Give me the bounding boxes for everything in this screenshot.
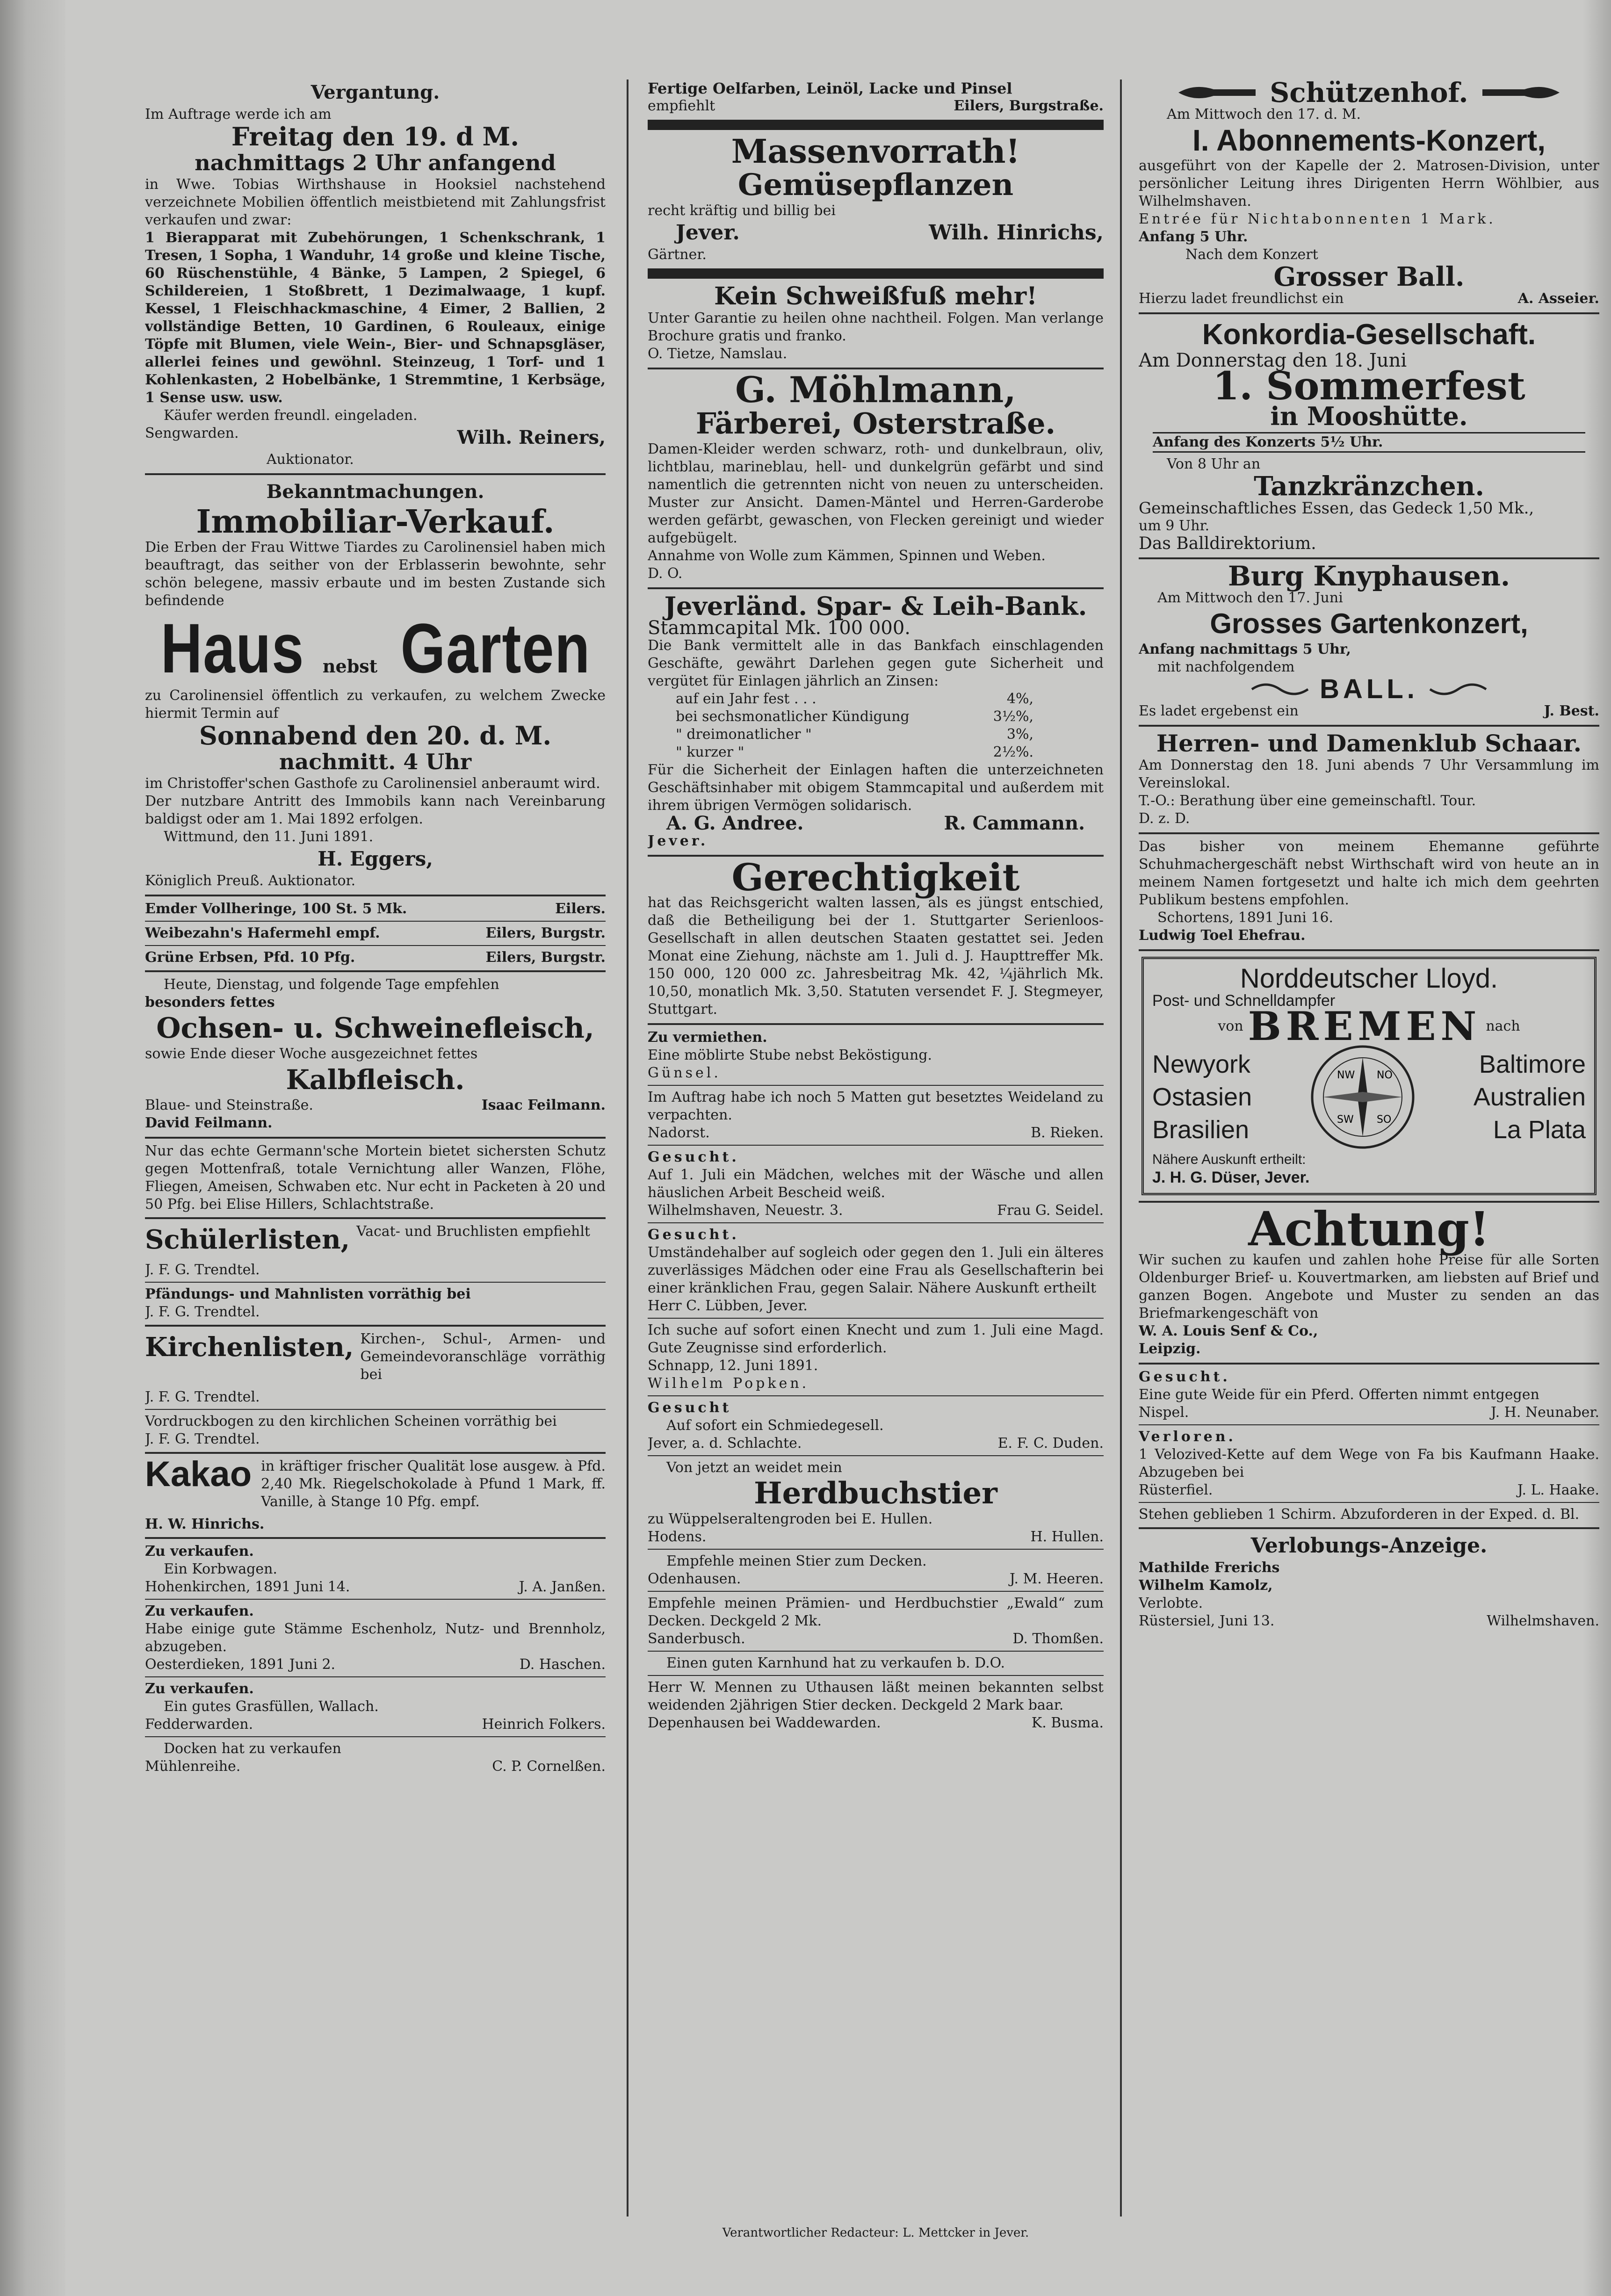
ad-text: Ein gutes Grasfüllen, Wallach.	[164, 1698, 379, 1715]
ad-text: T.-O.: Berathung über eine gemeinschaftl. Tour.	[1139, 793, 1476, 809]
ad-title: Grosser Ball.	[1273, 261, 1465, 292]
ad-signature: J. H. G. Düser, Jever.	[1152, 1169, 1310, 1186]
ad-title: Massenvorrath!	[731, 132, 1020, 171]
ad-kakao	[145, 1454, 606, 1511]
ad-place: Schortens, 1891 Juni 16.	[1157, 910, 1334, 926]
ad-signature: D. Haschen.	[519, 1656, 606, 1673]
ad-date: Am Mittwoch den 17. Juni	[1157, 590, 1343, 606]
ad-text: Für die Sicherheit der Einlagen haften die unterzeichneten Geschäftsinhaber mit obigem Stammcapital und außerdem mit ihrem übrigen Vermögen solidarisch.	[648, 762, 1104, 814]
ad-text: 1 Velozived-Kette auf dem Wege von Fa bis Kaufmann Haake. Abzugeben bei	[1139, 1446, 1599, 1480]
ad-place: Rüsterfiel.	[1139, 1482, 1213, 1498]
ad-signature: O. Tietze, Namslau.	[648, 346, 787, 362]
ad-big-heading: Haus nebst Garten	[160, 609, 591, 687]
ad-heading: Gesucht	[648, 1400, 732, 1416]
svg-text:NO: NO	[1376, 1069, 1393, 1081]
ad-place: Oesterdieken, 1891 Juni 2.	[145, 1656, 336, 1673]
ad-mortein: Nur das echte Germann'sche Mortein bietet sichersten Schutz gegen Mottenfraß, totale Vernichtung aller Wanzen, Flöhe, Fliegen, Ameisen, Schwaben etc. Nur echt in Packeten à 20 und 50 Pfg. bei Elise Hillers, Schlachtstraße.	[145, 1143, 606, 1213]
ad-text: Vacat- und Bruchlisten empfiehlt	[356, 1223, 590, 1240]
ad-text: Stehen geblieben 1 Schirm. Abzuforderen in der Exped. d. Bl.	[1139, 1506, 1580, 1523]
ad-signature: D. O.	[648, 565, 683, 582]
ad-place: Hodens.	[648, 1529, 707, 1545]
ad-text: Vordruckbogen zu den kirchlichen Scheinen vorräthig bei	[145, 1413, 557, 1430]
ad-place: Jever.	[676, 221, 740, 245]
ad-title: Konkordia-Gesellschaft.	[1202, 318, 1536, 351]
ad-signature: Wilh. Hinrichs,	[929, 221, 1104, 245]
ad-place: Wilhelmshaven, Neuestr. 3.	[648, 1202, 843, 1219]
ad-text: Ein Korbwagen.	[164, 1561, 277, 1577]
destination: Brasilien	[1152, 1116, 1250, 1144]
ad-signature: K. Busma.	[1031, 1715, 1104, 1731]
ad-text: um 9 Uhr.	[1139, 518, 1210, 534]
ad-text: Entrée für Nichtabonnenten 1 Mark.	[1139, 211, 1496, 227]
column-rule	[1120, 79, 1122, 2217]
ad-text: Pfändungs- und Mahnlisten vorräthig bei	[145, 1286, 471, 1302]
ad-date: Am Donnerstag den 18. Juni	[1139, 350, 1407, 371]
rate-label: auf ein Jahr fest . . .	[676, 691, 816, 707]
ad-signature: A. Asseier.	[1517, 290, 1599, 307]
ad-text: Von 8 Uhr an	[1167, 456, 1261, 472]
ad-heading: Verlobungs-Anzeige.	[1250, 1534, 1488, 1558]
ad-title: Jeverländ. Spar- & Leih-Bank.	[664, 591, 1087, 621]
ad-heading: Gesucht.	[1139, 1369, 1230, 1385]
svg-text:SW: SW	[1336, 1114, 1354, 1126]
ad-kirchenlisten	[145, 1330, 606, 1384]
ad-signature: W. A. Louis Senf & Co.,	[1139, 1323, 1318, 1339]
ad-heading: Verloren.	[1139, 1429, 1236, 1445]
ad-text: Emder Vollheringe, 100 St. 5 Mk.	[145, 901, 407, 917]
ad-massenvorrath	[648, 132, 1104, 264]
ad-herrenklub	[1139, 730, 1599, 828]
ad-signature: H. Hullen.	[1030, 1529, 1104, 1545]
ad-text: mit nachfolgendem	[1157, 659, 1295, 675]
ad-name: Wilhelm Kamolz,	[1139, 1577, 1273, 1594]
ad-signature: J. Best.	[1544, 703, 1599, 719]
ad-signature: David Feilmann.	[145, 1115, 273, 1131]
ad-text: Nach dem Konzert	[1185, 246, 1318, 263]
rate-value: 3%,	[1006, 726, 1033, 743]
ad-text: Im Auftrag habe ich noch 5 Matten gut besetztes Weideland zu verpachten.	[648, 1089, 1104, 1123]
ad-text: Auf 1. Juli ein Mädchen, welches mit der Wäsche und allen häuslichen Arbeit Bescheid weiß.	[648, 1167, 1104, 1201]
ad-oelfarben	[648, 79, 1104, 115]
svg-text:NW: NW	[1336, 1069, 1355, 1081]
ad-text: Empfehle meinen Prämien- und Herdbuchstier „Ewald“ zum Decken. Deckgeld 2 Mk.	[648, 1595, 1104, 1629]
hand-pointer-icon	[1176, 81, 1260, 104]
ad-bank	[648, 593, 1104, 850]
ad-place: Rüstersiel, Juni 13.	[1139, 1613, 1275, 1629]
ad-place: Jever, a. d. Schlachte.	[648, 1435, 802, 1451]
ad-title: Grosses Gartenkonzert,	[1210, 608, 1528, 639]
ad-text: im Christoffer'schen Gasthofe zu Carolinensiel anberaumt wird.	[145, 775, 600, 792]
ad-title: I. Abonnements-Konzert,	[1192, 123, 1546, 157]
ad-text: Post- und Schnelldampfer	[1152, 992, 1336, 1010]
ad-text: Annahme von Wolle zum Kämmen, Spinnen und Weben.	[648, 548, 1046, 564]
ad-title: Herdbuchstier	[754, 1476, 997, 1511]
ad-signature: Günsel.	[648, 1065, 721, 1081]
ad-title: Kein Schweißfuß mehr!	[714, 282, 1037, 310]
ad-signature: Das Balldirektorium.	[1139, 534, 1316, 553]
ad-text: Hierzu ladet freundlichst ein	[1139, 290, 1344, 307]
ad-signature: Heinrich Folkers.	[482, 1716, 606, 1733]
ornament-icon	[1428, 680, 1488, 699]
ad-title: Tanzkränzchen.	[1254, 471, 1484, 502]
ad-items: 1 Bierapparat mit Zubehörungen, 1 Schenkschrank, 1 Tresen, 1 Sopha, 1 Wanduhr, 14 große und kleine Tische, 60 Rüschenstühle, 4 Bänke, 5 Lampen, 2 Spiegel, 6 Schildereien, 1 Stoßbrett, 1 Dezimalwaage, 1 kupf. Kessel, 1 Fleischhackmaschine, 4 Eimer, 2 Ballien, 2 vollständige Betten, 10 Gardinen, 6 Rouleaux, einige Töpfe mit Blumen, viele Wein-, Bier- und Schnapsgläser, allerlei feines und gewöhnl. Steinzeug, 1 Torf- und 1 Kohlenkasten, 2 Hobelbänke, 1 Stremmtine, 1 Kerbsäge, 1 Sense usw. usw.	[145, 230, 606, 406]
ad-heading: Zu verkaufen.	[145, 1603, 254, 1619]
rate-label: " kurzer "	[676, 744, 744, 760]
ad-achtung	[1139, 1201, 1599, 1358]
ad-text: Weibezahn's Hafermehl empf.	[145, 925, 380, 941]
ad-schweissfuss	[648, 283, 1104, 363]
destination: La Plata	[1493, 1116, 1586, 1144]
ad-text: Die Erben der Frau Wittwe Tiardes zu Carolinensiel haben mich beauftragt, das seither von der Erblasserin bewohnte, sehr schön belegene, massiv erbaute und im besten Zustande sich befindende	[145, 539, 606, 609]
ad-title: Burg Knyphausen.	[1228, 560, 1510, 592]
ad-signature: C. P. Cornelßen.	[492, 1758, 606, 1775]
ad-signature: Ludwig Toel Ehefrau.	[1139, 927, 1306, 944]
ad-text: in Wwe. Tobias Wirthshause in Hooksiel nachstehend verzeichnete Mobilien öffentlich meistbietend mit Zahlungsfrist verkaufen und zwar:	[145, 176, 606, 228]
ad-text: Einen guten Karnhund hat zu verkaufen b. D.O.	[666, 1655, 1005, 1671]
column-right	[1139, 79, 1599, 2217]
ad-signature: H. Eggers,	[318, 847, 433, 870]
ad-text: Habe einige gute Stämme Eschenholz, Nutz- und Brennholz, abzugeben.	[145, 1621, 606, 1655]
ad-signature: J. F. G. Trendtel.	[145, 1389, 260, 1405]
ad-text: besonders fettes	[145, 994, 275, 1011]
ad-text: Die Bank vermittelt alle in das Bankfach einschlagenden Geschäfte, gewährt Darlehen gegen gute Sicherheit und vergütet für Einlagen jährlich an Zinsen:	[648, 637, 1104, 689]
ad-signature: J. M. Heeren.	[1009, 1571, 1104, 1587]
ad-signature: Wilhelm Popken.	[648, 1375, 809, 1392]
ad-text: zu Wüppelseraltengroden bei E. Hullen.	[648, 1511, 933, 1527]
ad-title: Schülerlisten,	[145, 1224, 350, 1255]
ad-title: Schützenhof.	[1270, 79, 1468, 108]
ad-signature: D. z. D.	[1139, 810, 1190, 827]
rate-value: 2½%.	[993, 744, 1033, 760]
ad-text: Ich suche auf sofort einen Knecht und zum 1. Juli eine Magd. Gute Zeugnisse sind erforderlich.	[648, 1322, 1104, 1356]
ad-konkordia	[1139, 318, 1599, 553]
ad-text: Kirchen-, Schul-, Armen- und Gemeindevoranschläge vorräthig bei	[360, 1331, 606, 1383]
rate-label: bei sechsmonatlicher Kündigung	[676, 708, 910, 725]
ad-place: Wittmund, den 11. Juni 1891.	[164, 829, 374, 845]
ad-text: sowie Ende dieser Woche ausgezeichnet fettes	[145, 1046, 478, 1062]
ad-text: Fertige Oelfarben, Leinöl, Lacke und Pinsel	[648, 79, 1012, 97]
ad-text: Der nutzbare Antritt des Immobils kann nach Vereinbarung baldigst oder am 1. Mai 1892 erfolgen.	[145, 793, 606, 827]
ad-signature: J. F. G. Trendtel.	[145, 1262, 260, 1278]
column-left	[145, 79, 606, 2217]
ad-signature: J. A. Janßen.	[519, 1579, 606, 1595]
hand-pointer-icon	[1478, 81, 1562, 104]
ad-title: Norddeutscher Lloyd.	[1240, 963, 1498, 994]
ad-schuetzenhof	[1139, 79, 1599, 308]
ad-text: Von jetzt an weidet mein	[666, 1459, 842, 1476]
ad-lloyd	[1141, 957, 1597, 1195]
ad-title: Gerechtigkeit	[731, 855, 1020, 899]
ad-place: Odenhausen.	[648, 1571, 741, 1587]
ad-text: Umständehalber auf sogleich oder gegen den 1. Juli ein älteres zuverlässiges Mädchen oder eine Frau als Gesellschafterin bei einer kränklichen Frau, gegen Salair. Nähere Auskunft ertheilt	[648, 1244, 1104, 1296]
ad-place: Nispel.	[1139, 1404, 1189, 1421]
ad-signature: Wilh. Reiners,	[457, 426, 606, 448]
ad-time: nachmittags 2 Uhr anfangend	[195, 150, 556, 175]
ad-text: recht kräftig und billig bei	[648, 202, 836, 219]
rate-label: " dreimonatlicher "	[676, 726, 812, 743]
ad-date: Freitag den 19. d M.	[231, 122, 520, 152]
ad-text: Herr W. Mennen zu Uthausen läßt meinen bekannten selbst weidenden 2jährigen Stier decken. Deckgeld 2 Mark baar.	[648, 1679, 1104, 1713]
ad-signature: J. F. G. Trendtel.	[145, 1431, 260, 1447]
ad-signature: Eilers, Burgstraße.	[954, 98, 1104, 114]
ad-title: Herren- und Damenklub Schaar.	[1156, 729, 1582, 757]
ad-title: G. Möhlmann,	[735, 369, 1016, 411]
ad-title: Achtung!	[1248, 1201, 1490, 1256]
ad-text: hat das Reichsgericht walten lassen, als es jüngst entschied, daß die Betheiligung bei der 1. Stuttgarter Serienloos-Gesellschaft in allen deutschen Staaten gestattet sei. Jeden Monat eine Ziehung, nächste am 1. Juli d. J. Haupttreffer Mk. 150 000, 120 000 zc. Jahresbeitrag Mk. 42, ¼jährlich Mk. 10,50, monatlich Mk. 3,50. Statuten versendet F. J. Stegmeyer, Stuttgart.	[648, 895, 1104, 1018]
ad-text: Gemeinschaftliches Essen, das Gedeck 1,50 Mk.,	[1139, 499, 1534, 518]
ad-text: Unter Garantie zu heilen ohne nachtheil. Folgen. Man verlange Brochure gratis und franko.	[648, 310, 1104, 344]
ad-heading: Zu verkaufen.	[145, 1543, 254, 1560]
ad-title: Kalbfleisch.	[286, 1064, 465, 1096]
ad-schuelerlisten	[145, 1223, 606, 1256]
ad-text: zu Carolinensiel öffentlich zu verkaufen, zu welchem Zwecke hiermit Termin auf	[145, 687, 606, 722]
ad-place: Jever.	[648, 833, 708, 849]
ad-date: Am Mittwoch den 17. d. M.	[1167, 106, 1361, 123]
ad-text: ausgeführt von der Kapelle der 2. Matrosen-Division, unter persönlicher Leitung ihres Dirigenten Herrn Wöhlbier, aus Wilhelmshaven.	[1139, 158, 1599, 209]
ad-signature: B. Rieken.	[1031, 1125, 1104, 1141]
ad-text: Anfang nachmittags 5 Uhr,	[1139, 641, 1351, 657]
ad-place: Mühlenreihe.	[145, 1758, 241, 1775]
ad-place: Blaue- und Steinstraße.	[145, 1097, 313, 1113]
rate-value: 4%,	[1006, 691, 1033, 707]
ad-text: Eine möblirte Stube nebst Beköstigung.	[648, 1047, 932, 1063]
ad-signature: Herr C. Lübben, Jever.	[648, 1298, 808, 1314]
ad-text: Anfang des Konzerts 5½ Uhr.	[1153, 432, 1585, 453]
ad-signature: D. Thomßen.	[1012, 1631, 1104, 1647]
ad-text: Im Auftrage werde ich am	[145, 106, 332, 123]
ad-vergantung	[145, 79, 606, 469]
ad-place: Fedderwarden.	[145, 1716, 253, 1733]
ad-text: Anfang 5 Uhr.	[1139, 229, 1248, 245]
ad-signature: A. G. Andree.	[666, 812, 804, 834]
ad-role: Auktionator.	[267, 451, 354, 468]
footer-editor: Verantwortlicher Redacteur: L. Mettcker in Jever.	[722, 2226, 1029, 2240]
ad-heading: Gesucht.	[648, 1149, 739, 1165]
ad-title: Kirchenlisten,	[145, 1332, 354, 1363]
rate-value: 3½%,	[993, 708, 1033, 725]
ad-name: Mathilde Frerichs	[1139, 1560, 1280, 1576]
ad-heading: Zu verkaufen.	[145, 1681, 254, 1697]
column-middle	[648, 79, 1104, 2217]
ad-title: Kakao	[145, 1454, 252, 1494]
ad-place: Leipzig.	[1139, 1341, 1201, 1357]
ad-burg-knyphausen	[1139, 560, 1599, 720]
ad-title: 1. Sommerfest	[1213, 364, 1525, 409]
ad-gerechtigkeit	[648, 855, 1104, 1018]
ad-schuhmacher	[1139, 838, 1599, 945]
ad-text: Empfehle meinen Stier zum Decken.	[666, 1553, 927, 1569]
ad-text: Heute, Dienstag, und folgende Tage empfehlen	[164, 976, 499, 993]
ad-text: Auf sofort ein Schmiedegesell.	[666, 1417, 884, 1434]
column-rule	[627, 79, 629, 2217]
ad-signature: E. F. C. Duden.	[997, 1435, 1104, 1451]
ad-text: Käufer werden freundl. eingeladen.	[164, 407, 418, 424]
ad-signature: Eilers, Burgstr.	[485, 925, 606, 941]
ad-signature: Eilers.	[555, 901, 606, 917]
ad-signature: Isaac Feilmann.	[481, 1097, 606, 1113]
ad-text: Damen-Kleider werden schwarz, roth- und dunkelbraun, oliv, lichtblau, marineblau, hell- und dunkelgrün gefärbt und sind namentlich die getrennten nicht von neuen zu unterscheiden. Muster zur Ansicht. Damen-Mäntel und Herren-Garderobe werden gefärbt, gewaschen, von Flecken gereinigt und wieder aufgebügelt.	[648, 441, 1104, 546]
ad-place: Sengwarden.	[145, 425, 239, 441]
ad-place: Sanderbusch.	[648, 1631, 745, 1647]
ad-role: Königlich Preuß. Auktionator.	[145, 873, 356, 889]
ad-text: Stammcapital Mk. 100 000.	[648, 617, 911, 639]
ad-signature: Frau G. Seidel.	[997, 1202, 1104, 1219]
ad-place: Hohenkirchen, 1891 Juni 14.	[145, 1579, 350, 1595]
ad-date: Sonnabend den 20. d. M.	[199, 721, 552, 751]
destination: Baltimore	[1479, 1050, 1586, 1078]
ad-text: Verlobte.	[1139, 1595, 1203, 1611]
page-binding-shadow	[0, 0, 65, 2296]
ad-text: in kräftiger frischer Qualität lose ausgew. à Pfd. 2,40 Mk. Riegelschokolade à Pfund 1 Mark, ff. Vanille, à Stange 10 Pfg. empf.	[261, 1458, 606, 1510]
ad-place: Wilhelmshaven.	[1487, 1613, 1599, 1629]
ad-signature: J. H. Neunaber.	[1490, 1404, 1599, 1421]
ad-title: Gemüsepflanzen	[737, 167, 1014, 202]
ad-text: Am Donnerstag den 18. Juni abends 7 Uhr Versammlung im Vereinslokal.	[1139, 757, 1599, 791]
ad-time: nachmitt. 4 Uhr	[279, 749, 472, 774]
ad-place: Schnapp, 12. Juni 1891.	[648, 1357, 818, 1374]
ad-text: Wir suchen zu kaufen und zahlen hohe Preise für alle Sorten Oldenburger Brief- u. Kouvertmarken, am liebsten auf Brief und ganzen Bogen. Angebote und Muster zu senden an das Briefmarkengeschäft von	[1139, 1252, 1599, 1321]
ad-text: Das bisher von meinem Ehemanne geführte Schuhmachergeschäft nebst Wirthschaft wird von heute an in meinem Namen fortgesetzt und halte ich mich dem geehrten Publikum bestens empfohlen.	[1139, 838, 1599, 908]
ad-text: empfiehlt	[648, 98, 715, 114]
destination: Australien	[1473, 1083, 1586, 1111]
ad-text: Docken hat zu verkaufen	[164, 1740, 341, 1757]
ad-text: Grüne Erbsen, Pfd. 10 Pfg.	[145, 949, 355, 966]
ad-place: Nadorst.	[648, 1125, 710, 1141]
ad-title: Ochsen- u. Schweinefleisch,	[156, 1012, 594, 1045]
ad-immobiliar	[145, 479, 606, 890]
ad-signature: J. F. G. Trendtel.	[145, 1304, 260, 1320]
ad-title: Immobiliar-Verkauf.	[196, 503, 555, 541]
destination: Ostasien	[1152, 1083, 1252, 1111]
ad-heading: Zu vermiethen.	[648, 1029, 767, 1046]
ad-place: Depenhausen bei Waddewarden.	[648, 1715, 881, 1731]
section-heading: Bekanntmachungen.	[266, 481, 484, 503]
svg-text:SO: SO	[1376, 1114, 1392, 1126]
ornament-icon	[1250, 680, 1310, 699]
ad-title: BALL.	[1320, 674, 1418, 704]
ad-text: Nähere Auskunft ertheilt:	[1152, 1152, 1306, 1167]
ad-signature: H. W. Hinrichs.	[145, 1516, 265, 1532]
ad-text: nach	[1486, 1018, 1520, 1034]
compass-rose-icon	[1309, 1043, 1416, 1151]
ad-signature: R. Cammann.	[944, 812, 1085, 834]
ad-text: Eine gute Weide für ein Pferd. Offerten nimmt entgegen	[1139, 1386, 1539, 1403]
ad-signature: Eilers, Burgstr.	[485, 949, 606, 966]
ad-role: Gärtner.	[648, 246, 707, 263]
ad-text: Es ladet ergebenst ein	[1139, 703, 1299, 719]
ad-place: in Mooshütte.	[1270, 401, 1468, 431]
ad-title: Färberei, Osterstraße.	[695, 406, 1056, 440]
ad-moehlmann	[648, 369, 1104, 583]
ad-title: BREMEN	[1248, 1003, 1481, 1049]
ad-signature: J. L. Haake.	[1517, 1482, 1599, 1498]
ad-heading: Gesucht.	[648, 1227, 739, 1243]
ad-fleisch	[145, 976, 606, 1132]
ad-text: von	[1218, 1018, 1243, 1034]
destination: Newyork	[1152, 1050, 1251, 1078]
ad-heading: Vergantung.	[311, 81, 440, 103]
ad-verlobung	[1139, 1533, 1599, 1630]
